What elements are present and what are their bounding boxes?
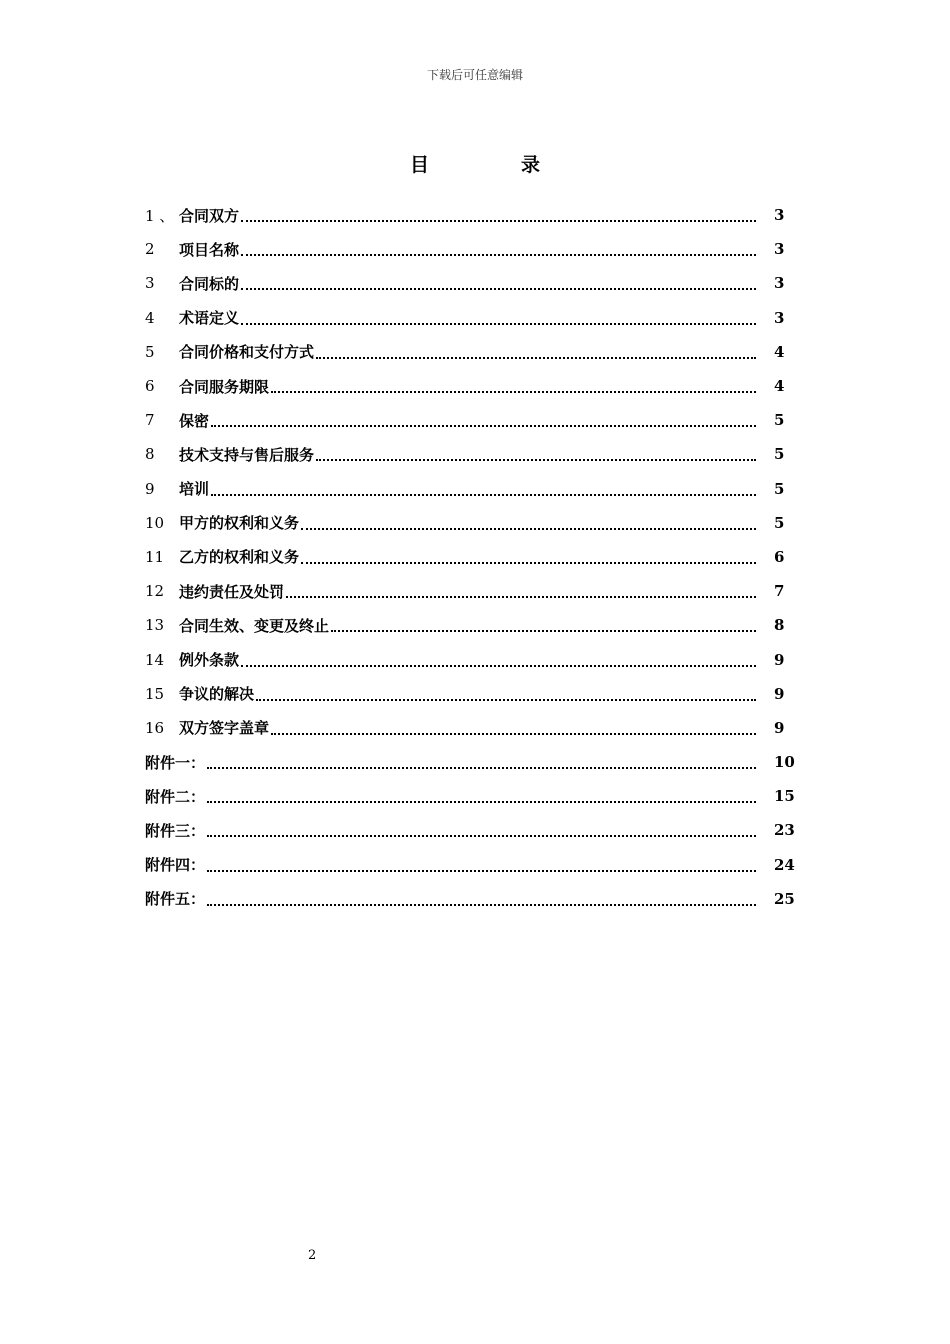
toc-entry-page: 5	[774, 445, 785, 464]
toc-dot-leader	[207, 801, 756, 803]
toc-dot-leader	[301, 528, 756, 530]
toc-dot-leader	[211, 425, 756, 427]
toc-entry-page: 6	[774, 547, 785, 566]
toc-entry-page: 3	[774, 206, 785, 225]
toc-entry-label: 争议的解决	[179, 685, 255, 704]
toc-leader-wrap	[299, 556, 756, 558]
toc-entry-number: 6	[145, 377, 155, 396]
toc-entry-page: 8	[774, 616, 785, 635]
toc-entry-number: 11	[145, 547, 165, 566]
toc-leader-wrap	[209, 488, 756, 490]
toc-entry-label: 合同双方	[179, 206, 240, 225]
toc-entry-page: 24	[774, 855, 795, 874]
toc-leader-wrap	[205, 898, 756, 900]
toc-dot-leader	[207, 767, 756, 769]
toc-title-char-1: 目	[409, 154, 429, 176]
toc-entry-label: 附件四：	[145, 856, 206, 875]
toc-entry[interactable]	[145, 882, 810, 916]
toc-entry-number: 5	[145, 342, 155, 361]
toc-entry-page: 9	[774, 718, 785, 737]
toc-dot-leader	[256, 699, 756, 701]
toc-entry[interactable]	[145, 266, 810, 300]
toc-entry-label: 附件二：	[145, 787, 206, 806]
toc-entry-label: 双方签字盖章	[179, 719, 270, 738]
toc-dot-leader	[271, 391, 756, 393]
toc-entry-page: 7	[774, 582, 785, 601]
toc-entry[interactable]	[145, 437, 810, 471]
toc-entry-number: 3	[145, 274, 155, 293]
toc-entry-label: 合同标的	[179, 274, 240, 293]
toc-dot-leader	[211, 494, 756, 496]
toc-entry[interactable]	[145, 779, 810, 813]
toc-entry-number: 2	[145, 240, 155, 259]
toc-leader-wrap	[254, 693, 756, 695]
toc-leader-wrap	[269, 385, 756, 387]
toc-leader-wrap	[239, 317, 756, 319]
toc-leader-wrap	[205, 864, 756, 866]
toc-entry[interactable]	[145, 677, 810, 711]
toc-entry-number: 12	[145, 582, 165, 601]
toc-entry-label: 培训	[179, 480, 210, 499]
toc-entry[interactable]	[145, 301, 810, 335]
toc-entry-label: 违约责任及处罚	[179, 582, 285, 601]
toc-dot-leader	[241, 323, 756, 325]
toc-entry-label: 甲方的权利和义务	[179, 514, 300, 533]
toc-entry-label: 合同生效、变更及终止	[179, 616, 330, 635]
toc-entry-page: 5	[774, 479, 785, 498]
toc-dot-leader	[316, 357, 756, 359]
toc-entry-label: 例外条款	[179, 651, 240, 670]
toc-entry-number: 15	[145, 684, 165, 703]
header-note: 下载后可任意编辑	[426, 68, 523, 82]
toc-entry-page: 3	[774, 274, 785, 293]
toc-entry[interactable]	[145, 608, 810, 642]
toc-entry-label: 乙方的权利和义务	[179, 548, 300, 567]
toc-leader-wrap	[269, 727, 756, 729]
toc-leader-wrap	[205, 829, 756, 831]
toc-entry-number: 7	[145, 411, 155, 430]
toc-entry-label: 合同服务期限	[179, 377, 270, 396]
toc-entry[interactable]	[145, 813, 810, 847]
toc-leader-wrap	[239, 659, 756, 661]
toc-entry-number: 10	[145, 513, 165, 532]
toc-dot-leader	[301, 562, 756, 564]
toc-leader-wrap	[329, 624, 756, 626]
toc-entry-page: 4	[774, 342, 785, 361]
toc-leader-wrap	[239, 282, 756, 284]
toc-entry[interactable]	[145, 848, 810, 882]
toc-title	[0, 150, 950, 177]
toc-entry-page: 3	[774, 240, 785, 259]
toc-entry-page: 9	[774, 684, 785, 703]
toc-leader-wrap	[314, 351, 756, 353]
toc-entry[interactable]	[145, 335, 810, 369]
toc-dot-leader	[271, 733, 756, 735]
toc-entry-label: 附件一：	[145, 753, 206, 772]
table-of-contents	[145, 198, 810, 916]
toc-leader-wrap	[239, 248, 756, 250]
toc-leader-wrap	[205, 761, 756, 763]
toc-entry[interactable]	[145, 642, 810, 676]
toc-dot-leader	[241, 220, 756, 222]
toc-entry-label: 合同价格和支付方式	[179, 343, 315, 362]
toc-entry[interactable]	[145, 198, 810, 232]
toc-entry-number: 13	[145, 616, 165, 635]
toc-leader-wrap	[239, 214, 756, 216]
toc-dot-leader	[316, 459, 756, 461]
toc-entry-page: 15	[774, 787, 795, 806]
toc-entry-page: 5	[774, 513, 785, 532]
toc-entry-label: 保密	[179, 411, 210, 430]
toc-entry-number: 8	[145, 445, 155, 464]
toc-leader-wrap	[205, 795, 756, 797]
toc-entry[interactable]	[145, 232, 810, 266]
toc-leader-wrap	[314, 453, 756, 455]
toc-entry[interactable]	[145, 745, 810, 779]
toc-entry-page: 23	[774, 821, 795, 840]
toc-entry-label: 项目名称	[179, 240, 240, 259]
toc-entry[interactable]	[145, 574, 810, 608]
toc-dot-leader	[207, 870, 756, 872]
toc-entry-label: 术语定义	[179, 309, 240, 328]
toc-entry-page: 10	[774, 753, 795, 772]
toc-entry-number: 4	[145, 308, 155, 327]
page-number: 2	[308, 1248, 317, 1263]
toc-entry-number: 14	[145, 650, 165, 669]
toc-entry-label: 附件三：	[145, 821, 206, 840]
toc-leader-wrap	[299, 522, 756, 524]
toc-dot-leader	[241, 665, 756, 667]
toc-dot-leader	[207, 904, 756, 906]
toc-leader-wrap	[209, 419, 756, 421]
toc-entry-label: 技术支持与售后服务	[179, 445, 315, 464]
toc-entry-page: 25	[774, 889, 795, 908]
toc-entry[interactable]	[145, 369, 810, 403]
toc-entry-number: 1 、	[145, 206, 175, 225]
toc-entry[interactable]	[145, 472, 810, 506]
toc-dot-leader	[241, 288, 756, 290]
toc-entry[interactable]	[145, 403, 810, 437]
toc-entry[interactable]	[145, 540, 810, 574]
toc-entry-label: 附件五：	[145, 890, 206, 909]
toc-entry-page: 5	[774, 411, 785, 430]
toc-dot-leader	[207, 835, 756, 837]
toc-entry[interactable]	[145, 506, 810, 540]
toc-dot-leader	[241, 254, 756, 256]
toc-entry-page: 9	[774, 650, 785, 669]
toc-dot-leader	[286, 596, 756, 598]
toc-entry-page: 3	[774, 308, 785, 327]
toc-title-char-2: 录	[521, 154, 541, 176]
toc-leader-wrap	[284, 590, 756, 592]
toc-entry-number: 9	[145, 479, 155, 498]
toc-entry-page: 4	[774, 377, 785, 396]
toc-entry[interactable]	[145, 711, 810, 745]
toc-entry-number: 16	[145, 718, 165, 737]
toc-dot-leader	[331, 630, 756, 632]
